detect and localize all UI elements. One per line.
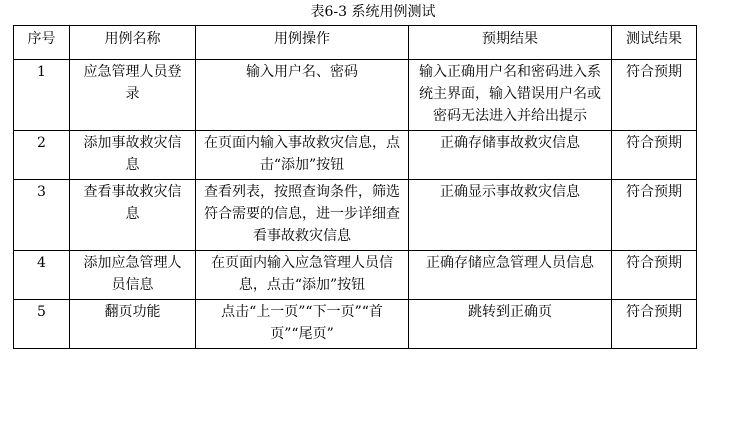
cell-name: 应急管理人员登录 bbox=[70, 60, 196, 131]
cell-operation: 输入用户名、密码 bbox=[196, 60, 409, 131]
header-name: 用例名称 bbox=[70, 26, 196, 60]
cell-name: 查看事故救灾信息 bbox=[70, 180, 196, 251]
cell-result: 符合预期 bbox=[612, 180, 697, 251]
cell-no: 5 bbox=[14, 300, 70, 349]
cell-expected: 输入正确用户名和密码进入系统主界面，输入错误用户名或密码无法进入并给出提示 bbox=[409, 60, 612, 131]
cell-no: 3 bbox=[14, 180, 70, 251]
table-row bbox=[14, 180, 697, 251]
cell-name: 添加应急管理人员信息 bbox=[70, 251, 196, 300]
table-row bbox=[14, 60, 697, 131]
cell-no: 2 bbox=[14, 131, 70, 180]
cell-result: 符合预期 bbox=[612, 60, 697, 131]
header-no: 序号 bbox=[14, 26, 70, 60]
cell-name: 添加事故救灾信息 bbox=[70, 131, 196, 180]
cell-name: 翻页功能 bbox=[70, 300, 196, 349]
cell-result: 符合预期 bbox=[612, 300, 697, 349]
cell-result: 符合预期 bbox=[612, 251, 697, 300]
header-operation: 用例操作 bbox=[196, 26, 409, 60]
header-expected: 预期结果 bbox=[409, 26, 612, 60]
table-row bbox=[14, 300, 697, 349]
cell-no: 4 bbox=[14, 251, 70, 300]
cell-operation: 在页面内输入应急管理人员信息，点击“添加”按钮 bbox=[196, 251, 409, 300]
cell-expected: 正确存储应急管理人员信息 bbox=[409, 251, 612, 300]
cell-operation: 点击“上一页”“下一页”“首页”“尾页” bbox=[196, 300, 409, 349]
cell-operation: 在页面内输入事故救灾信息，点击“添加”按钮 bbox=[196, 131, 409, 180]
test-case-table bbox=[13, 25, 697, 349]
table-caption: 表6-3 系统用例测试 bbox=[310, 4, 436, 20]
table-header-row bbox=[14, 26, 697, 60]
header-result: 测试结果 bbox=[612, 26, 697, 60]
cell-expected: 正确存储事故救灾信息 bbox=[409, 131, 612, 180]
cell-expected: 正确显示事故救灾信息 bbox=[409, 180, 612, 251]
cell-expected: 跳转到正确页 bbox=[409, 300, 612, 349]
cell-no: 1 bbox=[14, 60, 70, 131]
table-row bbox=[14, 131, 697, 180]
table-row bbox=[14, 251, 697, 300]
cell-operation: 查看列表，按照查询条件，筛选符合需要的信息，进一步详细查看事故救灾信息 bbox=[196, 180, 409, 251]
cell-result: 符合预期 bbox=[612, 131, 697, 180]
